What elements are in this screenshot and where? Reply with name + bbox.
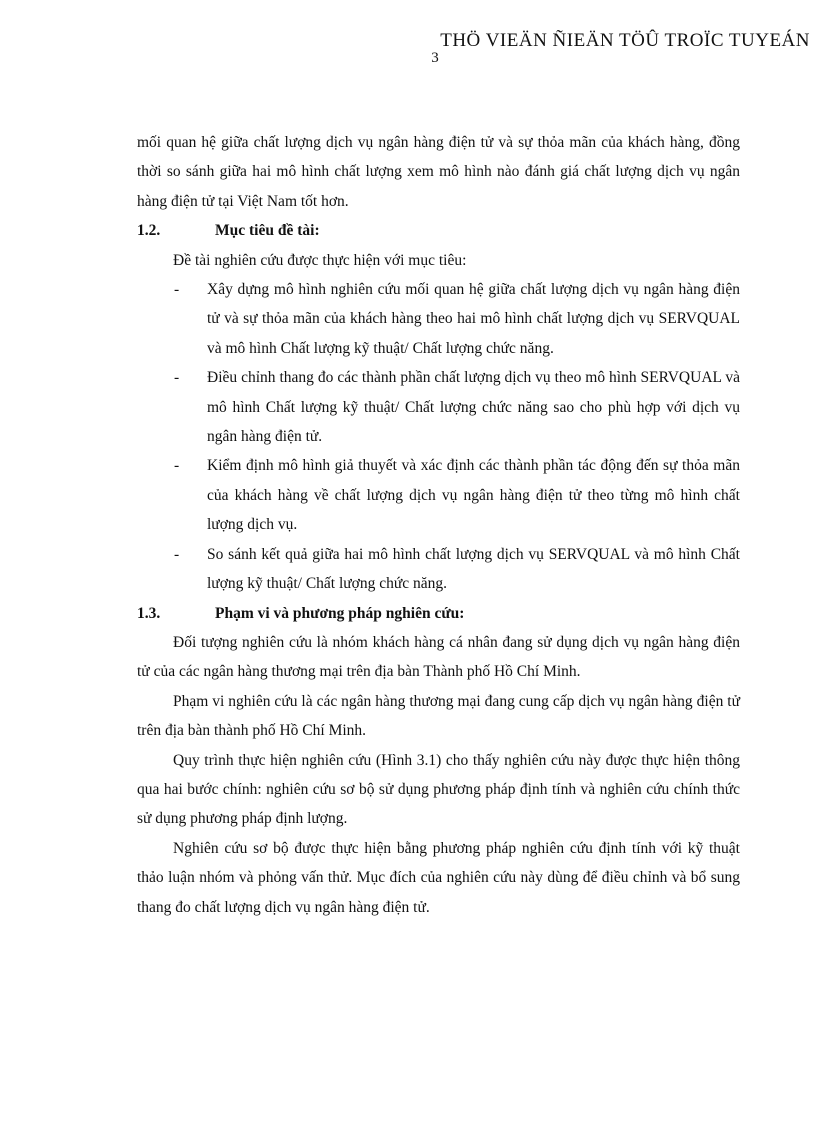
list-item-text: So sánh kết quả giữa hai mô hình chất lượng dịch vụ SERVQUAL và mô hình Chất lượng kỹ thuật/ Chất lượng chức năng. [207, 545, 740, 593]
list-item-text: Kiểm định mô hình giả thuyết và xác định các thành phần tác động đến sự thỏa mãn của khách hàng về chất lượng dịch vụ ngân hàng điện tử theo từng mô hình chất lượng dịch vụ. [207, 457, 740, 534]
body-paragraph: Đối tượng nghiên cứu là nhóm khách hàng cá nhân đang sử dụng dịch vụ ngân hàng điện tử của các ngân hàng thương mại trên địa bàn Thành phố Hồ Chí Minh. [137, 633, 740, 681]
list-item-text: Điều chỉnh thang đo các thành phần chất lượng dịch vụ theo mô hình SERVQUAL và mô hình Chất lượng kỹ thuật/ Chất lượng chức năng sao cho phù hợp với dịch vụ ngân hàng điện tử. [207, 369, 740, 446]
list-item [137, 275, 740, 363]
bullet-dash: - [174, 545, 180, 563]
intro-paragraph: mối quan hệ giữa chất lượng dịch vụ ngân hàng điện tử và sự thỏa mãn của khách hàng, đồng thời so sánh giữa hai mô hình chất lượng xem mô hình nào đánh giá chất lượng dịch vụ ngân hàng điện tử tại Việt Nam tốt hơn. [137, 134, 740, 210]
page-number: 3 [431, 50, 439, 66]
document-body [137, 128, 740, 922]
bullet-dash: - [174, 457, 180, 475]
body-paragraph: Phạm vi nghiên cứu là các ngân hàng thương mại đang cung cấp dịch vụ ngân hàng điện tử trên địa bàn thành phố Hồ Chí Minh. [137, 692, 740, 740]
section-title: Phạm vi và phương pháp nghiên cứu: [215, 604, 465, 622]
section-heading-1-3 [137, 599, 740, 628]
section-title: Mục tiêu đề tài: [215, 222, 320, 240]
list-item [137, 363, 740, 451]
section-lead: Đề tài nghiên cứu được thực hiện với mục tiêu: [173, 251, 467, 269]
list-item-text: Xây dựng mô hình nghiên cứu mối quan hệ giữa chất lượng dịch vụ ngân hàng điện tử và sự thỏa mãn của khách hàng theo hai mô hình chất lượng dịch vụ SERVQUAL và mô hình Chất lượng kỹ thuật/ Chất lượng chức năng. [207, 281, 740, 357]
section-number: 1.2. [137, 222, 161, 240]
bullet-dash: - [174, 281, 180, 299]
section-heading-1-2 [137, 216, 740, 245]
body-paragraph: Nghiên cứu sơ bộ được thực hiện bằng phương pháp nghiên cứu định tính với kỹ thuật thảo luận nhóm và phỏng vấn thử. Mục đích của nghiên cứu này dùng để điều chỉnh và bổ sung thang đo chất lượng dịch vụ ngân hàng điện tử. [137, 839, 740, 916]
bullet-dash: - [174, 369, 180, 387]
list-item [137, 451, 740, 539]
list-item [137, 540, 740, 599]
page-header: THÖ VIEÄN ÑIEÄN TÖÛ TROÏC TUYEÁN [440, 30, 810, 51]
section-number: 1.3. [137, 604, 161, 622]
body-paragraph: Quy trình thực hiện nghiên cứu (Hình 3.1) cho thấy nghiên cứu này được thực hiện thông qua hai bước chính: nghiên cứu sơ bộ sử dụng phương pháp định tính và nghiên cứu chính thức sử dụng phương pháp định lượng. [137, 751, 740, 828]
